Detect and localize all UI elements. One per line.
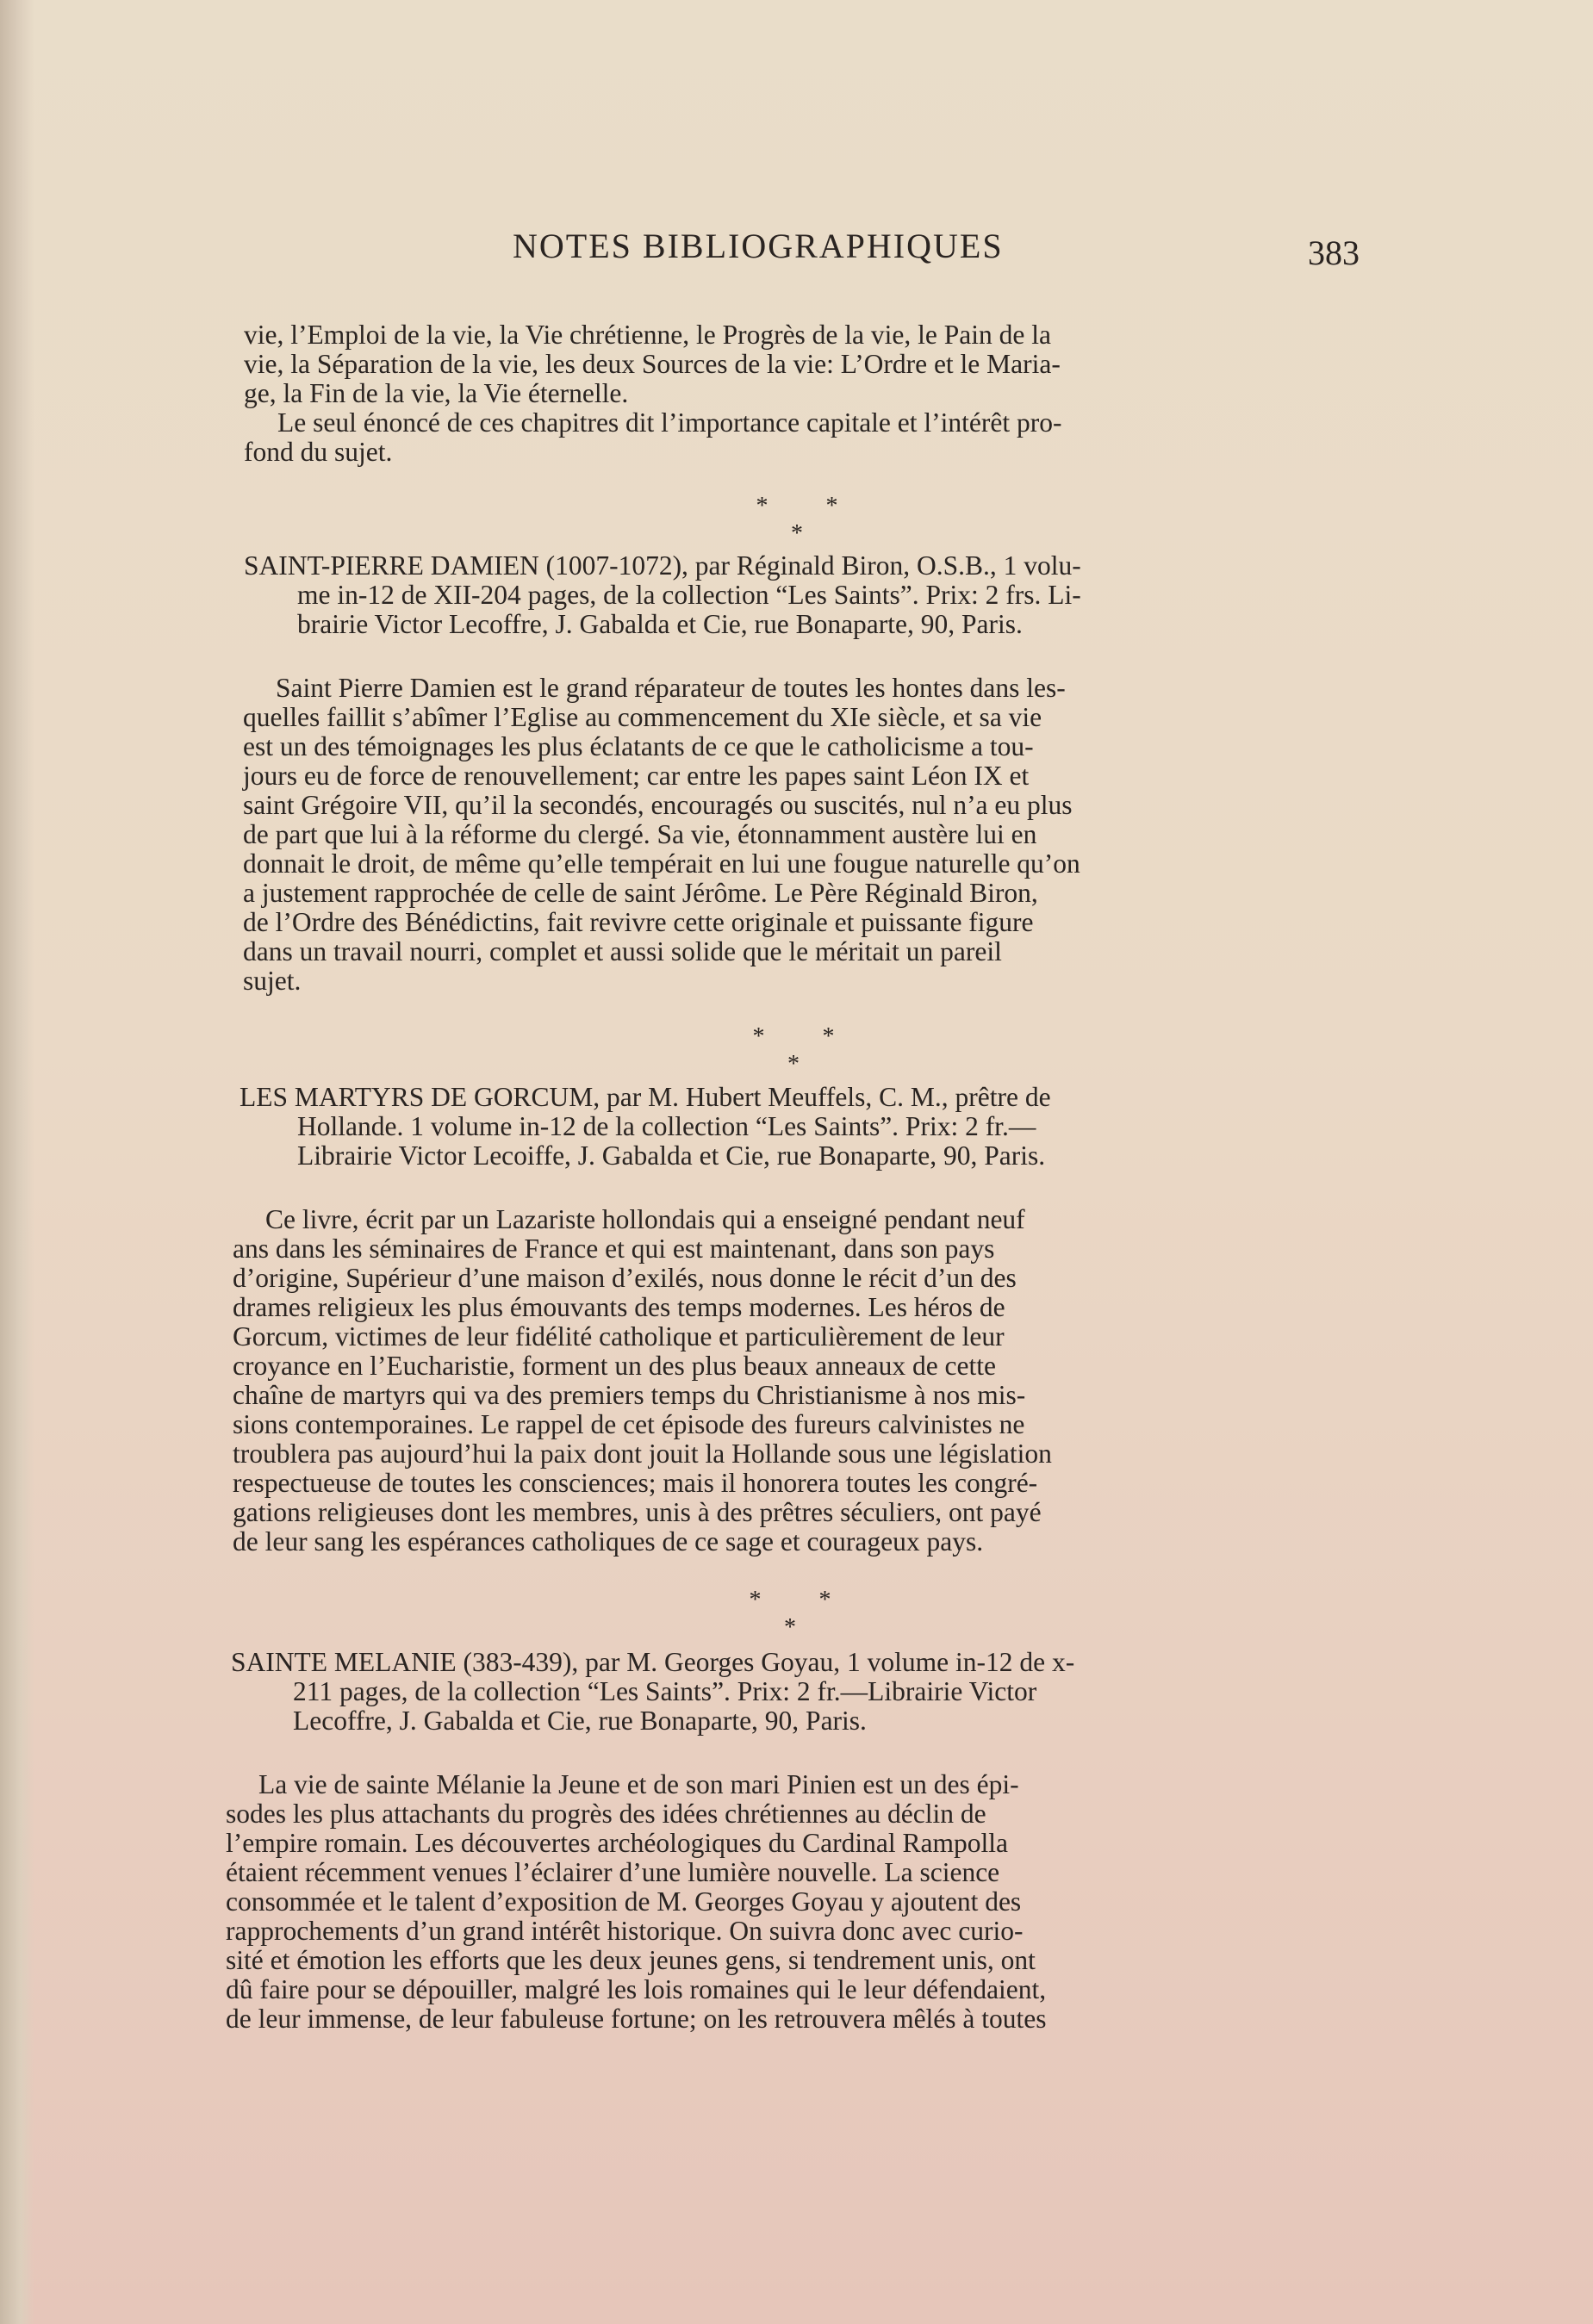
text-line: troublera pas aujourd’hui la paix dont jouit la Hollande sous une législation xyxy=(233,1439,1052,1469)
text-line: est un des témoignages les plus éclatants de ce que le catholicisme a tou- xyxy=(243,731,1034,761)
entry-heading-line: LES MARTYRS DE GORCUM, par M. Hubert Meuffels, C. M., prêtre de xyxy=(240,1082,1051,1112)
text-line: rapprochements d’un grand intérêt historique. On suivra donc avec curio- xyxy=(226,1916,1024,1946)
text-line: a justement rapprochée de celle de saint Jérôme. Le Père Réginald Biron, xyxy=(243,878,1038,908)
text-line: La vie de sainte Mélanie la Jeune et de son mari Pinien est un des épi- xyxy=(258,1769,1019,1799)
text-line: sujet. xyxy=(243,966,302,996)
section-separator: * * * xyxy=(752,1023,861,1078)
running-title: NOTES BIBLIOGRAPHIQUES xyxy=(513,227,1004,265)
text-line: donnait le droit, de même qu’elle tempérait en lui une fougue naturelle qu’on xyxy=(243,848,1080,879)
text-line: croyance en l’Eucharistie, forment un des plus beaux anneaux de cette xyxy=(233,1351,996,1381)
text-line: chaîne de martyrs qui va des premiers temps du Christianisme à nos mis- xyxy=(233,1380,1026,1410)
text-line: d’origine, Supérieur d’une maison d’exilés, nous donne le récit d’un des xyxy=(233,1263,1017,1293)
text-line: Ce livre, écrit par un Lazariste hollondais qui a enseigné pendant neuf xyxy=(265,1204,1025,1234)
entry-heading-line: SAINTE MELANIE (383-439), par M. Georges Goyau, 1 volume in-12 de x- xyxy=(231,1647,1075,1677)
text-line: de leur sang les espérances catholiques de ce sage et courageux pays. xyxy=(233,1526,984,1557)
text-line: Gorcum, victimes de leur fidélité catholique et particulièrement de leur xyxy=(233,1321,1005,1352)
entry-heading-line: 211 pages, de la collection “Les Saints”. Prix: 2 fr.—Librairie Victor xyxy=(293,1676,1037,1706)
entry-heading-line: Lecoffre, J. Gabalda et Cie, rue Bonaparte, 90, Paris. xyxy=(293,1706,867,1736)
entry-heading-line: SAINT-PIERRE DAMIEN (1007-1072), par Réginald Biron, O.S.B., 1 volu- xyxy=(244,550,1081,581)
text-line: de leur immense, de leur fabuleuse fortune; on les retrouvera mêlés à toutes xyxy=(226,2004,1047,2034)
text-line: gations religieuses dont les membres, unis à des prêtres séculiers, ont payé xyxy=(233,1497,1042,1527)
text-line: sodes les plus attachants du progrès des idées chrétiennes au déclin de xyxy=(226,1799,986,1829)
page-number: 383 xyxy=(1308,233,1360,272)
text-line: de l’Ordre des Bénédictins, fait revivre cette originale et puissante figure xyxy=(243,907,1034,937)
text-line: ge, la Fin de la vie, la Vie éternelle. xyxy=(244,378,629,408)
text-line: ans dans les séminaires de France et qui est maintenant, dans son pays xyxy=(233,1233,995,1264)
text-line: consommée et le talent d’exposition de M. Georges Goyau y ajoutent des xyxy=(226,1886,1022,1917)
text-line: drames religieux les plus émouvants des temps modernes. Les héros de xyxy=(233,1292,1005,1322)
text-line: respectueuse de toutes les consciences; mais il honorera toutes les congré- xyxy=(233,1468,1038,1498)
text-line: quelles faillit s’abîmer l’Eglise au commencement du XIe siècle, et sa vie xyxy=(243,702,1042,732)
text-line: Le seul énoncé de ces chapitres dit l’importance capitale et l’intérêt pro- xyxy=(277,407,1062,438)
text-line: Saint Pierre Damien est le grand réparateur de toutes les hontes dans les- xyxy=(276,673,1066,703)
section-separator: * * * xyxy=(749,1587,857,1641)
section-separator: * * * xyxy=(756,493,864,547)
entry-heading-line: brairie Victor Lecoffre, J. Gabalda et Cie, rue Bonaparte, 90, Paris. xyxy=(297,609,1023,639)
text-line: dans un travail nourri, complet et aussi solide que le méritait un pareil xyxy=(243,936,1002,966)
text-line: vie, l’Emploi de la vie, la Vie chrétienne, le Progrès de la vie, le Pain de la xyxy=(244,320,1051,350)
text-line: sité et émotion les efforts que les deux jeunes gens, si tendrement unis, ont xyxy=(226,1945,1036,1975)
text-line: vie, la Séparation de la vie, les deux Sources de la vie: L’Ordre et le Maria- xyxy=(244,349,1061,379)
text-line: l’empire romain. Les découvertes archéologiques du Cardinal Rampolla xyxy=(226,1828,1008,1858)
entry-heading-line: Hollande. 1 volume in-12 de la collection “Les Saints”. Prix: 2 fr.— xyxy=(297,1111,1036,1141)
entry-heading-line: me in-12 de XII-204 pages, de la collection “Les Saints”. Prix: 2 frs. Li- xyxy=(297,580,1081,610)
text-line: dû faire pour se dépouiller, malgré les lois romaines qui le leur défendaient, xyxy=(226,1974,1047,2004)
text-line: jours eu de force de renouvellement; car entre les papes saint Léon IX et xyxy=(243,761,1030,791)
text-line: saint Grégoire VII, qu’il la secondés, encouragés ou suscités, nul n’a eu plus xyxy=(243,790,1073,820)
text-line: fond du sujet. xyxy=(244,437,393,467)
text-line: sions contemporaines. Le rappel de cet épisode des fureurs calvinistes ne xyxy=(233,1409,1025,1439)
entry-heading-line: Librairie Victor Lecoiffe, J. Gabalda et Cie, rue Bonaparte, 90, Paris. xyxy=(297,1140,1046,1171)
text-line: de part que lui à la réforme du clergé. Sa vie, étonnamment austère lui en xyxy=(243,819,1037,849)
text-line: étaient récemment venues l’éclairer d’une lumière nouvelle. La science xyxy=(226,1857,1000,1887)
